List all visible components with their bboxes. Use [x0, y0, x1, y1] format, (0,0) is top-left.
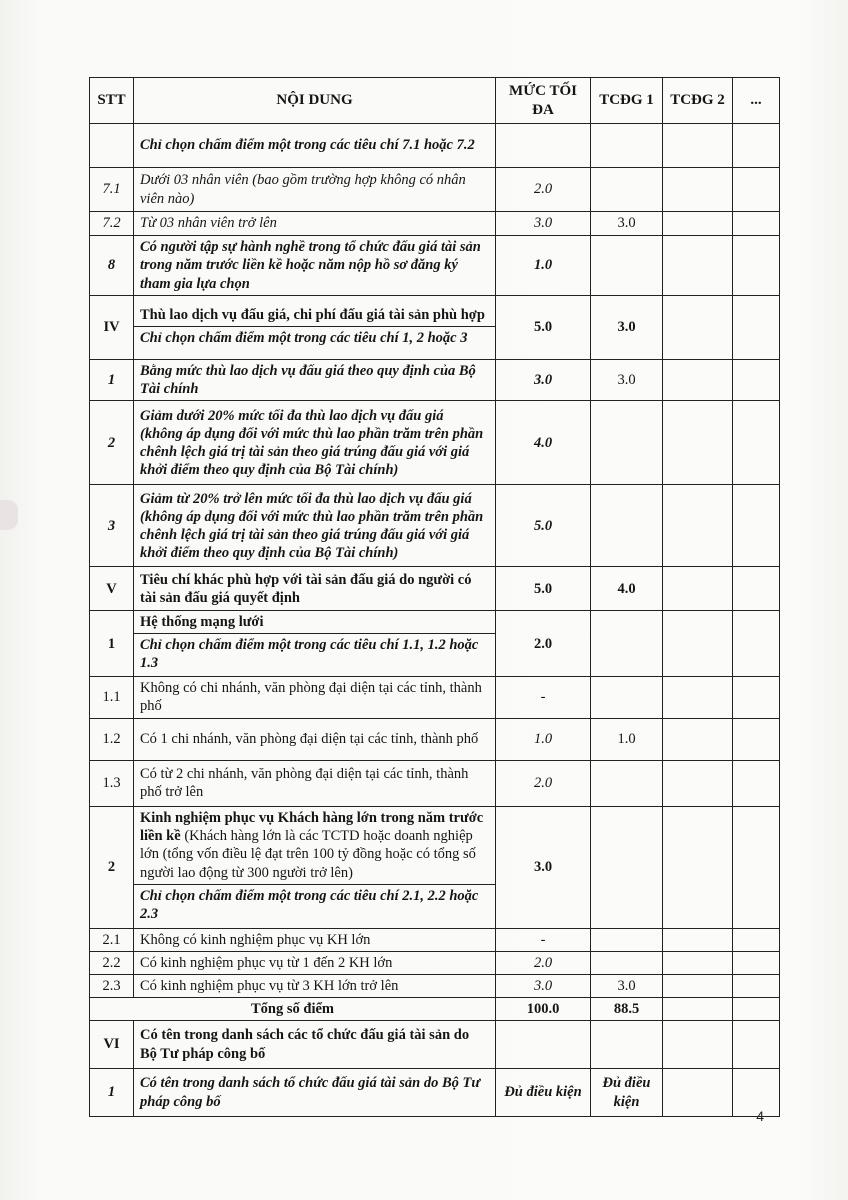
- stt-cell: V: [90, 567, 134, 611]
- stt-cell: 2.2: [90, 951, 134, 974]
- header-noi-dung: NỘI DUNG: [134, 78, 496, 124]
- table-row: [90, 611, 780, 677]
- extra-cell: [733, 677, 780, 718]
- max-cell: [496, 1021, 591, 1069]
- section-title: Thù lao dịch vụ đấu giá, chi phí đấu giá tài sản phù hợp: [134, 306, 495, 327]
- tcdg1-cell: [591, 611, 663, 677]
- content-cell: Có kinh nghiệm phục vụ từ 1 đến 2 KH lớn: [134, 951, 496, 974]
- extra-cell: [733, 485, 780, 567]
- table-row: [90, 1069, 780, 1117]
- stt-cell: 7.2: [90, 212, 134, 236]
- content-cell: [134, 611, 496, 677]
- stt-cell: 1: [90, 360, 134, 401]
- table-row: [90, 677, 780, 718]
- section-title: [134, 809, 495, 885]
- extra-cell: [733, 806, 780, 928]
- header-more: ...: [733, 78, 780, 124]
- table-row: [90, 567, 780, 611]
- tcdg2-cell: [663, 928, 733, 951]
- stt-cell: 1.2: [90, 718, 134, 760]
- extra-cell: [733, 124, 780, 168]
- total-max: 100.0: [496, 997, 591, 1020]
- max-cell: 3.0: [496, 360, 591, 401]
- content-cell: Không có chi nhánh, văn phòng đại diện tại các tỉnh, thành phố: [134, 677, 496, 718]
- tcdg2-cell: [663, 168, 733, 212]
- tcdg2-cell: [663, 485, 733, 567]
- extra-cell: [733, 928, 780, 951]
- section-title: Hệ thống mạng lưới: [134, 613, 495, 634]
- header-tcdg-1: TCĐG 1: [591, 78, 663, 124]
- tcdg2-cell: [663, 296, 733, 360]
- tcdg1-cell: [591, 401, 663, 485]
- max-cell: -: [496, 928, 591, 951]
- extra-cell: [733, 974, 780, 997]
- tcdg2-cell: [663, 677, 733, 718]
- max-cell: 2.0: [496, 611, 591, 677]
- table-row: [90, 236, 780, 296]
- table-row: [90, 760, 780, 806]
- header-tcdg-2: TCĐG 2: [663, 78, 733, 124]
- max-cell: 3.0: [496, 806, 591, 928]
- tcdg1-cell: [591, 168, 663, 212]
- extra-cell: [733, 296, 780, 360]
- content-cell: Có kinh nghiệm phục vụ từ 3 KH lớn trở lên: [134, 974, 496, 997]
- page-number: 4: [756, 1108, 764, 1124]
- content-cell: Có 1 chi nhánh, văn phòng đại diện tại các tỉnh, thành phố: [134, 718, 496, 760]
- extra-cell: [733, 718, 780, 760]
- max-cell: 2.0: [496, 168, 591, 212]
- content-cell: Có tên trong danh sách các tổ chức đấu giá tài sản do Bộ Tư pháp công bố: [134, 1021, 496, 1069]
- stt-cell: 3: [90, 485, 134, 567]
- stt-cell: 7.1: [90, 168, 134, 212]
- stt-cell: 8: [90, 236, 134, 296]
- tcdg1-cell: Đủ điều kiện: [591, 1069, 663, 1117]
- table-row: [90, 951, 780, 974]
- max-cell: 2.0: [496, 951, 591, 974]
- stt-cell: IV: [90, 296, 134, 360]
- extra-cell: [733, 567, 780, 611]
- table-row: [90, 168, 780, 212]
- tcdg1-cell: 4.0: [591, 567, 663, 611]
- header-muc-toi-da: MỨC TỐI ĐA: [496, 78, 591, 124]
- tcdg1-cell: [591, 677, 663, 718]
- content-cell: Có từ 2 chi nhánh, văn phòng đại diện tại các tỉnh, thành phố trở lên: [134, 760, 496, 806]
- header-stt: STT: [90, 78, 134, 124]
- max-cell: 1.0: [496, 718, 591, 760]
- tcdg2-cell: [663, 124, 733, 168]
- extra-cell: [733, 236, 780, 296]
- tcdg2-cell: [663, 997, 733, 1020]
- tcdg1-cell: [591, 806, 663, 928]
- max-cell: Đủ điều kiện: [496, 1069, 591, 1117]
- stt-cell: 2.3: [90, 974, 134, 997]
- tcdg1-cell: 1.0: [591, 718, 663, 760]
- tcdg1-cell: [591, 124, 663, 168]
- max-cell: 3.0: [496, 212, 591, 236]
- tcdg1-cell: 3.0: [591, 974, 663, 997]
- extra-cell: [733, 951, 780, 974]
- stt-cell: 1: [90, 1069, 134, 1117]
- stt-cell: VI: [90, 1021, 134, 1069]
- tcdg2-cell: [663, 212, 733, 236]
- tcdg2-cell: [663, 236, 733, 296]
- header-row: [90, 78, 780, 124]
- tcdg2-cell: [663, 806, 733, 928]
- max-cell: 1.0: [496, 236, 591, 296]
- content-cell: [134, 296, 496, 360]
- total-label: Tổng số điểm: [90, 997, 496, 1020]
- extra-cell: [733, 760, 780, 806]
- tcdg2-cell: [663, 718, 733, 760]
- extra-cell: [733, 611, 780, 677]
- max-cell: 5.0: [496, 296, 591, 360]
- section-title-detail: (Khách hàng lớn là các TCTD hoặc doanh nghiệp lớn (tổng vốn điều lệ đạt trên 100 tỷ đồng hoặc có tổng số người lao động từ 300 người trở lên): [140, 828, 476, 881]
- section-instruction: Chỉ chọn chấm điểm một trong các tiêu chí 2.1, 2.2 hoặc 2.3: [140, 887, 479, 922]
- tcdg2-cell: [663, 611, 733, 677]
- tcdg2-cell: [663, 760, 733, 806]
- content-cell: Giảm dưới 20% mức tối đa thù lao dịch vụ đấu giá (không áp dụng đối với mức thù lao phần trăm trên phần chênh lệch giá trị tài sản theo giá trúng đấu giá với giá khởi điểm theo quy định của Bộ Tài chính): [134, 401, 496, 485]
- total-tcdg1: 88.5: [591, 997, 663, 1020]
- stt-cell: [90, 124, 134, 168]
- tcdg2-cell: [663, 567, 733, 611]
- max-cell: -: [496, 677, 591, 718]
- stt-cell: 2: [90, 806, 134, 928]
- content-cell: Có người tập sự hành nghề trong tổ chức đấu giá tài sản trong năm trước liền kề hoặc năm nộp hồ sơ đăng ký tham gia lựa chọn: [134, 236, 496, 296]
- table-row: [90, 360, 780, 401]
- tcdg1-cell: [591, 760, 663, 806]
- punch-hole-mark: [0, 500, 18, 530]
- tcdg1-cell: [591, 236, 663, 296]
- tcdg1-cell: [591, 928, 663, 951]
- section-instruction: Chỉ chọn chấm điểm một trong các tiêu chí 1, 2 hoặc 3: [140, 330, 468, 346]
- table-row: [90, 718, 780, 760]
- table-row: [90, 124, 780, 168]
- tcdg1-cell: [591, 1021, 663, 1069]
- content-cell: Không có kinh nghiệm phục vụ KH lớn: [134, 928, 496, 951]
- stt-cell: 1.1: [90, 677, 134, 718]
- table-row: [90, 485, 780, 567]
- max-cell: 2.0: [496, 760, 591, 806]
- content-cell: Dưới 03 nhân viên (bao gồm trường hợp không có nhân viên nào): [134, 168, 496, 212]
- content-cell: Từ 03 nhân viên trở lên: [134, 212, 496, 236]
- tcdg2-cell: [663, 951, 733, 974]
- tcdg1-cell: 3.0: [591, 296, 663, 360]
- content-cell: [134, 806, 496, 928]
- tcdg1-cell: [591, 951, 663, 974]
- table-row: [90, 401, 780, 485]
- max-cell: 5.0: [496, 485, 591, 567]
- section-title-bold: Kinh nghiệm phục vụ Khách hàng lớn trong năm trước liền kề: [140, 810, 484, 845]
- scoring-table: [89, 77, 780, 1117]
- extra-cell: [733, 212, 780, 236]
- tcdg2-cell: [663, 1069, 733, 1117]
- table-row: [90, 1021, 780, 1069]
- extra-cell: [733, 401, 780, 485]
- content-cell: Chỉ chọn chấm điểm một trong các tiêu chí 7.1 hoặc 7.2: [134, 124, 496, 168]
- tcdg1-cell: 3.0: [591, 360, 663, 401]
- tcdg2-cell: [663, 1021, 733, 1069]
- section-instruction: Chỉ chọn chấm điểm một trong các tiêu chí 1.1, 1.2 hoặc 1.3: [140, 637, 479, 672]
- content-cell: Có tên trong danh sách tổ chức đấu giá tài sản do Bộ Tư pháp công bố: [134, 1069, 496, 1117]
- extra-cell: [733, 1021, 780, 1069]
- table-row: [90, 212, 780, 236]
- max-cell: [496, 124, 591, 168]
- tcdg2-cell: [663, 974, 733, 997]
- extra-cell: [733, 997, 780, 1020]
- content-cell: Tiêu chí khác phù hợp với tài sản đấu giá do người có tài sản đấu giá quyết định: [134, 567, 496, 611]
- stt-cell: 2: [90, 401, 134, 485]
- extra-cell: [733, 168, 780, 212]
- max-cell: 3.0: [496, 974, 591, 997]
- tcdg1-cell: 3.0: [591, 212, 663, 236]
- tcdg2-cell: [663, 360, 733, 401]
- table-row: [90, 806, 780, 928]
- total-row: [90, 997, 780, 1020]
- content-cell: Giảm từ 20% trở lên mức tối đa thù lao dịch vụ đấu giá (không áp dụng đối với mức thù lao phần trăm trên phần chênh lệch giá trị tài sản theo giá trúng đấu giá với giá khởi điểm theo quy định của Bộ Tài chính): [134, 485, 496, 567]
- max-cell: 4.0: [496, 401, 591, 485]
- max-cell: 5.0: [496, 567, 591, 611]
- table-row: [90, 296, 780, 360]
- tcdg2-cell: [663, 401, 733, 485]
- content-cell: Bằng mức thù lao dịch vụ đấu giá theo quy định của Bộ Tài chính: [134, 360, 496, 401]
- tcdg1-cell: [591, 485, 663, 567]
- table-row: [90, 928, 780, 951]
- stt-cell: 1.3: [90, 760, 134, 806]
- table-row: [90, 974, 780, 997]
- extra-cell: [733, 360, 780, 401]
- stt-cell: 1: [90, 611, 134, 677]
- stt-cell: 2.1: [90, 928, 134, 951]
